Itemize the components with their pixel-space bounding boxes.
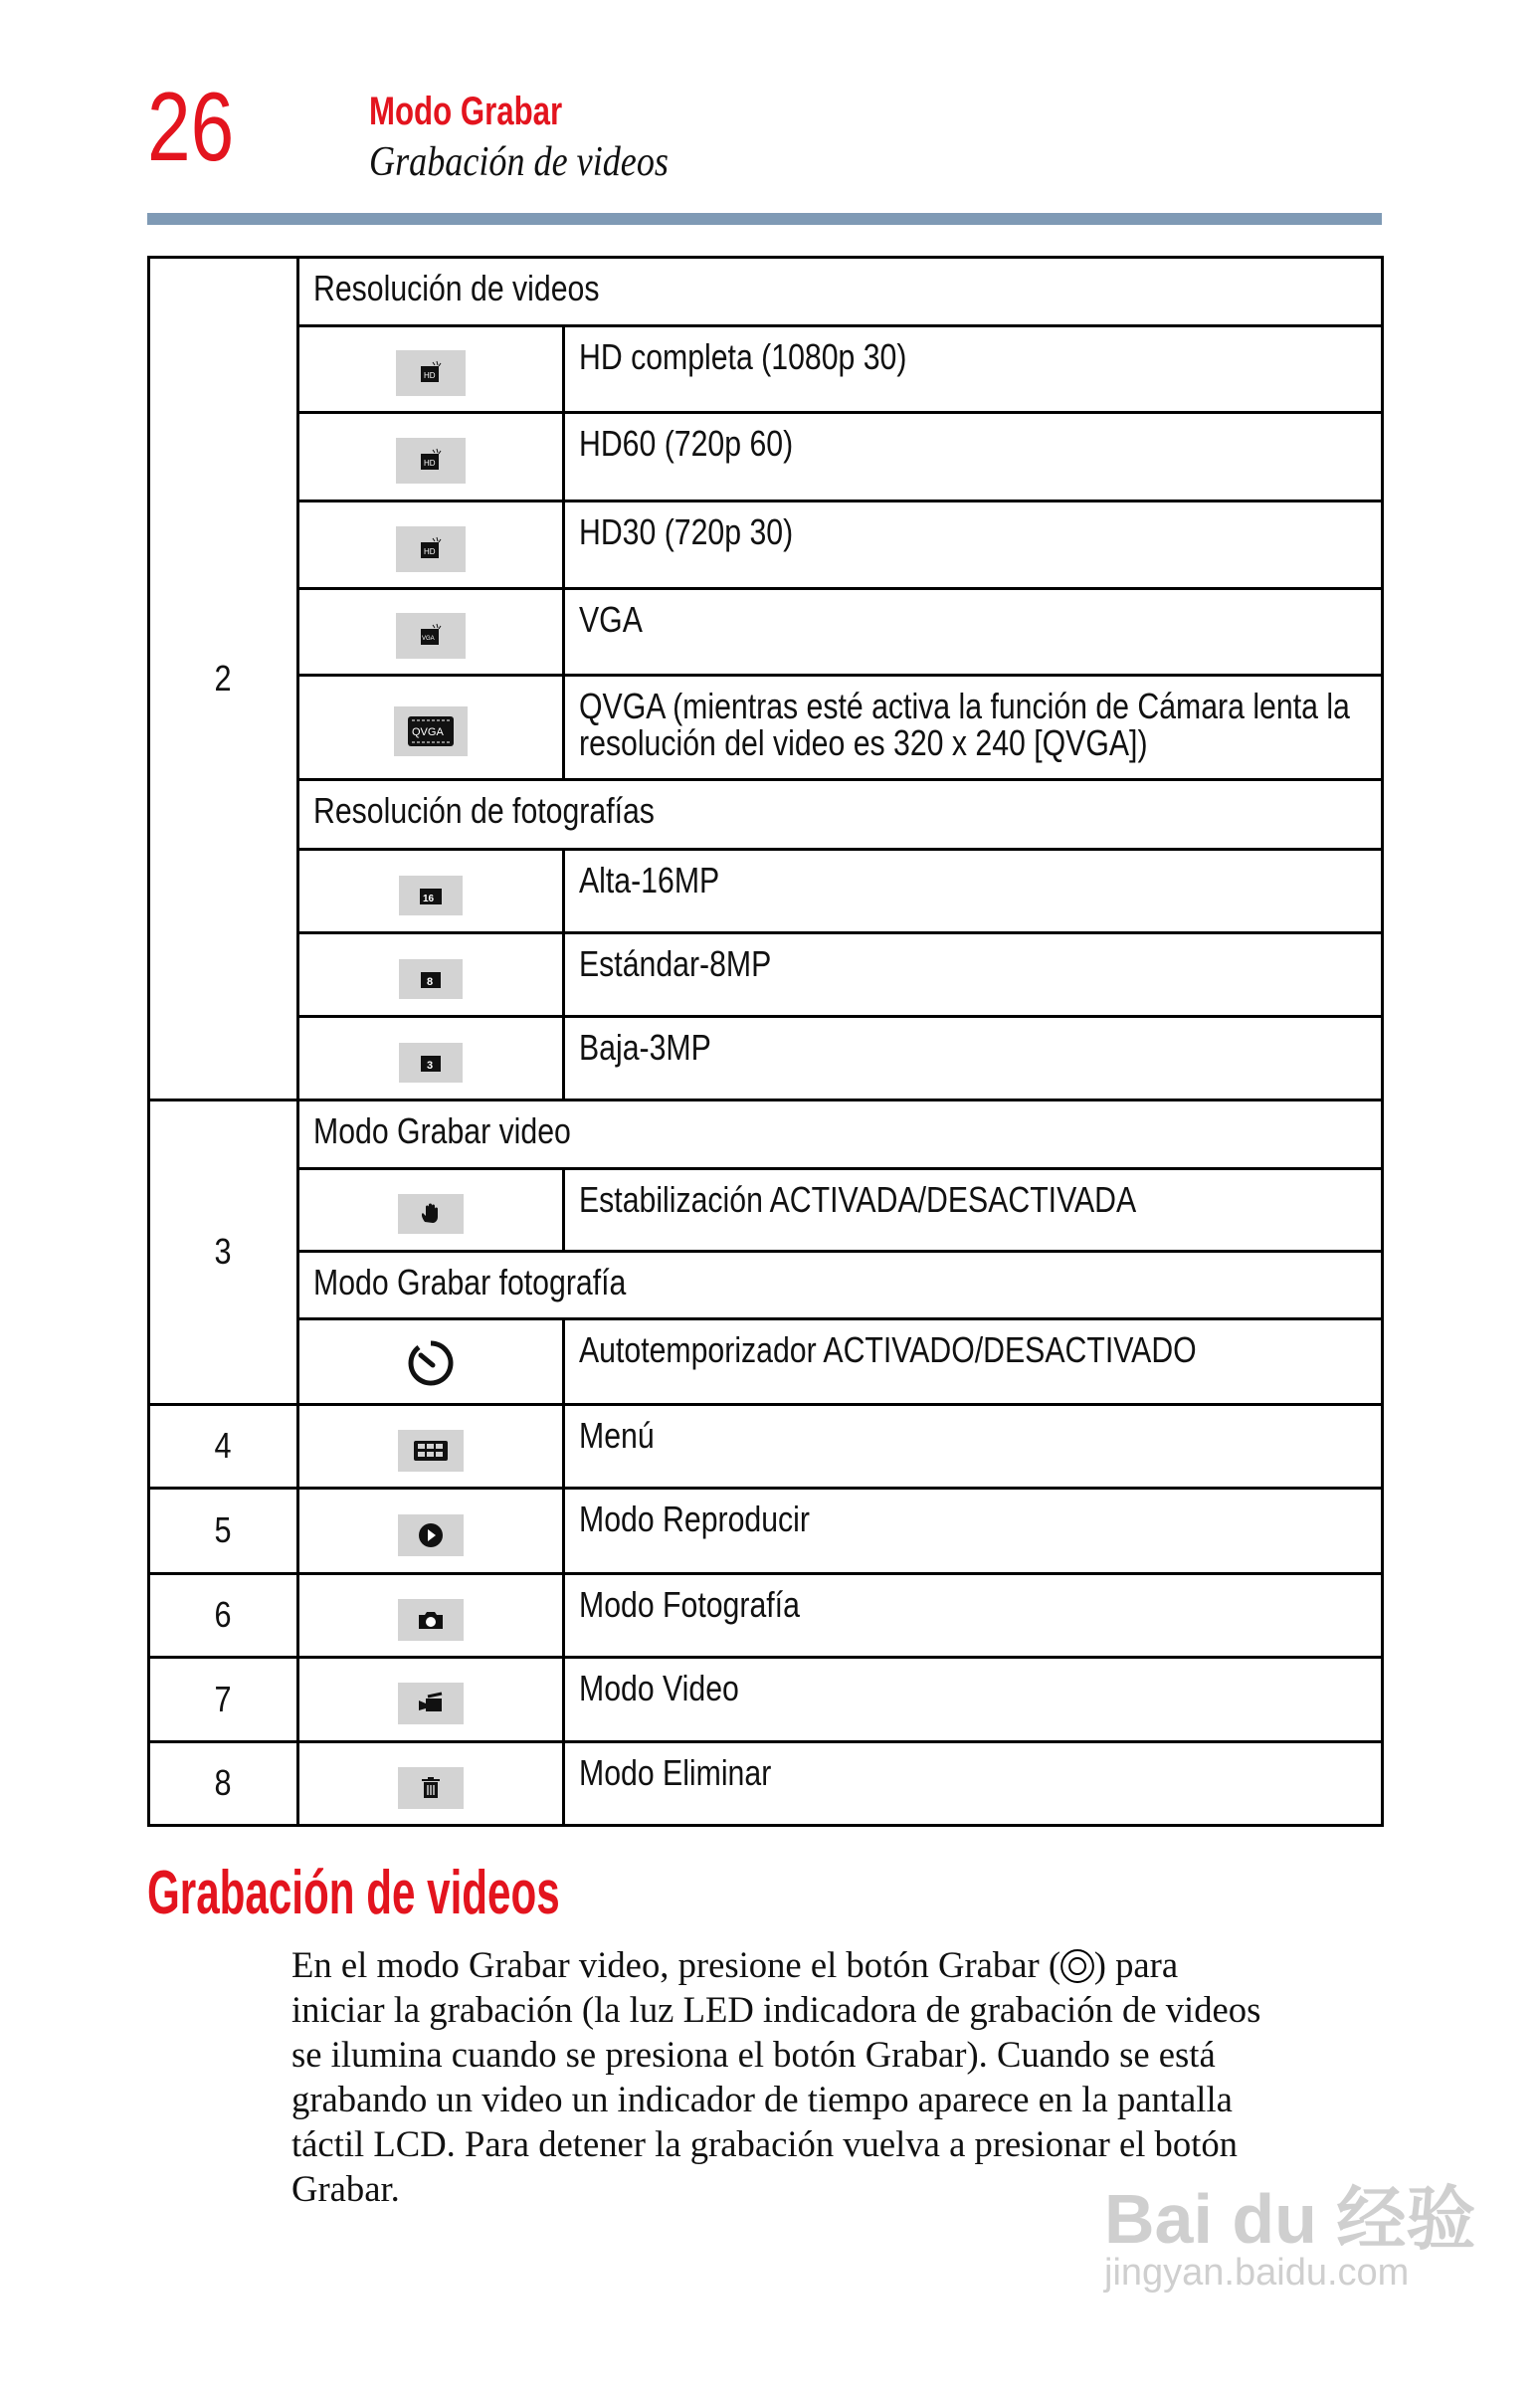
body-line: En el modo Grabar video, presione el botón Grabar ( ) para: [291, 1945, 1179, 1986]
self-timer-icon: [403, 1337, 459, 1396]
row-number: 5: [149, 1489, 298, 1574]
table-row-label: Menú: [564, 1405, 1383, 1489]
table-row-label: Modo Reproducir: [564, 1489, 1383, 1574]
section-title: Modo Grabar: [369, 90, 563, 133]
table-row-label: Autotemporizador ACTIVADO/DESACTIVADO: [564, 1319, 1383, 1405]
table-row-label: HD30 (720p 30): [564, 501, 1383, 589]
section-heading: Grabación de videos: [147, 1859, 560, 1927]
body-line: se ilumina cuando se presiona el botón Grabar). Cuando se está: [291, 2035, 1216, 2076]
svg-text:3: 3: [427, 1059, 434, 1072]
table-row-label: HD60 (720p 60): [564, 413, 1383, 501]
baidu-watermark: Bai du 经验 jingyan.baidu.com: [1104, 2180, 1476, 2294]
table-row-label: Estándar-8MP: [564, 933, 1383, 1017]
body-line: Grabar.: [291, 2169, 400, 2210]
table-row-label: Modo Fotografía: [564, 1574, 1383, 1658]
camera-icon: [398, 1599, 464, 1641]
body-line: táctil LCD. Para detener la grabación vuelva a presionar el botón: [291, 2124, 1238, 2165]
group-title: Resolución de videos: [298, 258, 1383, 326]
group-title: Modo Grabar fotografía: [298, 1252, 1383, 1319]
vga-icon: [396, 613, 466, 659]
stabilization-hand-icon: [398, 1194, 464, 1234]
svg-text:HD: HD: [424, 546, 436, 556]
video-camera-icon: [398, 1683, 464, 1724]
body-line: grabando un video un indicador de tiempo aparece en la pantalla: [291, 2080, 1233, 2120]
row-number: 7: [149, 1658, 298, 1742]
menu-grid-icon: [398, 1430, 464, 1472]
group-title: Resolución de fotografías: [298, 780, 1383, 850]
svg-text:8: 8: [427, 975, 434, 988]
svg-text:HD: HD: [424, 459, 436, 468]
3mp-icon: [399, 1043, 463, 1083]
table-row-label: HD completa (1080p 30): [564, 326, 1383, 413]
table-row-label: Modo Video: [564, 1658, 1383, 1742]
svg-text:16: 16: [423, 893, 435, 904]
row-number: 8: [149, 1742, 298, 1826]
row-number: 3: [149, 1100, 298, 1405]
play-icon: [398, 1514, 464, 1556]
group-title: Modo Grabar video: [298, 1100, 1383, 1169]
header-rule: [147, 213, 1382, 225]
svg-text:VGA: VGA: [422, 636, 435, 642]
hd30-icon: [396, 526, 466, 572]
subsection-title: Grabación de videos: [369, 139, 669, 185]
qvga-icon: [394, 706, 468, 756]
trash-icon: [398, 1767, 464, 1809]
hd-1080-icon: [396, 350, 466, 396]
16mp-icon: [399, 876, 463, 915]
row-number: 4: [149, 1405, 298, 1489]
row-number: 2: [149, 258, 298, 1100]
page-number: 26: [147, 72, 235, 181]
table-row-label: Baja-3MP: [564, 1017, 1383, 1100]
table-row-label: VGA: [564, 589, 1383, 676]
settings-table: [147, 256, 1384, 1827]
table-row-label: Modo Eliminar: [564, 1742, 1383, 1826]
table-row-label: QVGA (mientras esté activa la función de Cámara lenta la resolución del video es 320 x 240 [QVGA]): [564, 676, 1383, 780]
svg-text:QVGA: QVGA: [412, 726, 444, 738]
body-paragraph: [291, 1943, 1270, 2212]
hd60-icon: [396, 438, 466, 484]
body-line: iniciar la grabación (la luz LED indicadora de grabación de videos: [291, 1990, 1261, 2031]
row-number: 6: [149, 1574, 298, 1658]
8mp-icon: [399, 959, 463, 999]
table-row-label: Estabilización ACTIVADA/DESACTIVADA: [564, 1169, 1383, 1252]
table-row-label: Alta-16MP: [564, 850, 1383, 933]
svg-text:HD: HD: [424, 371, 436, 380]
record-button-icon: [1060, 1949, 1094, 1983]
